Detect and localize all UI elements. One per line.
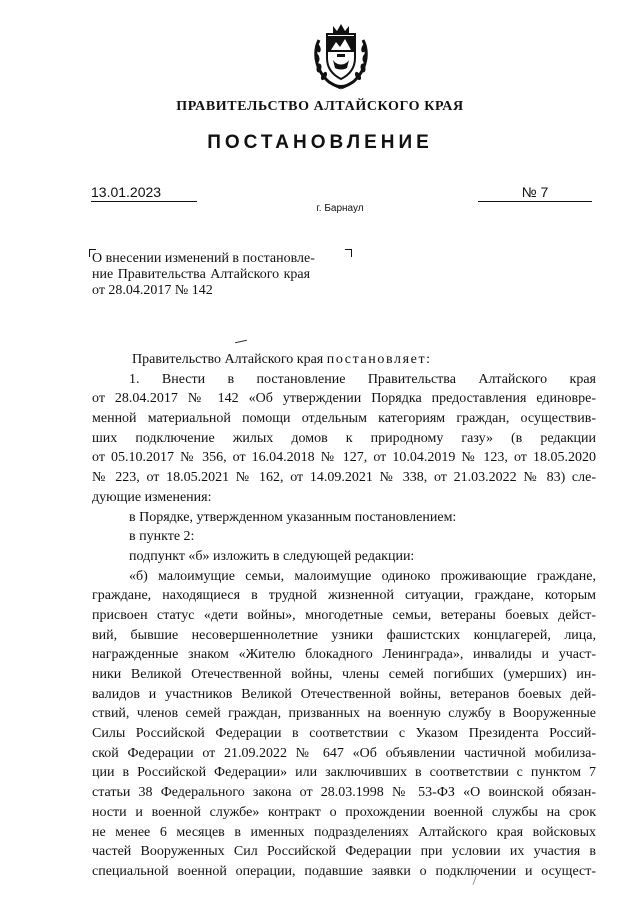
body-line: ники Великой Отечественной войны, члены семей погибших (умерших) ин- xyxy=(92,667,596,682)
decree-verb: постановляет: xyxy=(326,352,432,367)
document-date: 13.01.2023 xyxy=(91,184,197,202)
body-line: присвоен статус «дети войны», многодетные семьи, ветераны боевых дейст- xyxy=(92,607,596,623)
pen-tick-mark xyxy=(235,340,247,343)
body-line: статьи 38 Федерального закона от 28.03.1998 № 53-ФЗ «О воинской обязан- xyxy=(92,785,596,801)
body-line: ших подключение жилых домов к природному газу» (в редакции xyxy=(92,430,596,446)
body-line: «б) малоимущие семьи, малоимущие одиноко проживающие граждане, xyxy=(129,568,596,584)
subject-line: от 28.04.2017 № 142 xyxy=(92,283,213,298)
document-body xyxy=(92,350,596,882)
body-line: подпункт «б» изложить в следующей редакции: xyxy=(129,548,415,564)
government-name: ПРАВИТЕЛЬСТВО АЛТАЙСКОГО КРАЯ xyxy=(176,99,464,114)
body-line: валидов и участников Великой Отечественной войны, ветеранов боевых дей- xyxy=(92,686,596,702)
subject-line: ние Правительства Алтайского края xyxy=(92,267,311,282)
body-line: от 05.10.2017 № 356, от 16.04.2018 № 127, от 10.04.2019 № 123, от 18.05.2020 xyxy=(92,450,596,466)
document-number: № 7 xyxy=(478,184,592,202)
decree-intro xyxy=(92,350,596,370)
document-type-title: ПОСТАНОВЛЕНИЕ xyxy=(207,132,433,153)
body-line: дующие изменения: xyxy=(92,489,212,505)
body-line: ции в Российской Федерации» или заключивших в соответствии с пунктом 7 xyxy=(92,765,596,781)
document-city: г. Барнаул xyxy=(316,203,364,214)
body-line: граждане, находящиеся в трудной жизненной ситуации, граждане, которым xyxy=(92,588,596,604)
body-line: № 223, от 18.05.2021 № 162, от 14.09.2021 № 338, от 21.03.2022 № 83) сле- xyxy=(92,470,596,486)
body-line: ности и военной службе» контракт о прохождении военной службы на срок xyxy=(92,804,596,820)
body-line: ской Федерации от 21.09.2022 № 647 «Об объявлении частичной мобилиза- xyxy=(92,745,596,761)
body-line: ствий, членов семей граждан, призванных на военную службу в Вооруженные xyxy=(92,706,596,722)
body-line: вий, бывшие несовершеннолетние узники фашистских концлагерей, лица, xyxy=(92,627,596,643)
body-line: специальной военной операции, подавшие заявки о подключении и осущест- xyxy=(92,863,596,879)
body-line: от 28.04.2017 № 142 «Об утверждении Порядка предоставления единовре- xyxy=(92,391,596,407)
body-line: 1. Внести в постановление Правительства Алтайского края xyxy=(129,371,596,387)
body-line: частей Вооруженных Сил Российской Федерации при условии их участия в xyxy=(92,844,596,860)
body-line: Силы Российской Федерации в соответствии с Указом Президента Россий- xyxy=(92,726,596,742)
body-line: менной материальной помощи отдельным категориям граждан, осуществив- xyxy=(92,411,596,427)
body-line: не менее 6 месяцев в именных подразделениях Алтайского края войсковых xyxy=(92,824,596,840)
body-line: награжденные знаком «Жителю блокадного Ленинграда», инвалиды и участ- xyxy=(92,647,596,663)
document-subject xyxy=(92,251,357,299)
subject-line: О внесении изменений в постановле- xyxy=(92,251,315,266)
altai-coat-of-arms-emblem xyxy=(309,22,373,92)
body-line: в пункте 2: xyxy=(129,529,195,545)
decree-lead: Правительство Алтайского края xyxy=(132,352,324,367)
body-line: в Порядке, утвержденном указанным постановлением: xyxy=(129,509,457,525)
